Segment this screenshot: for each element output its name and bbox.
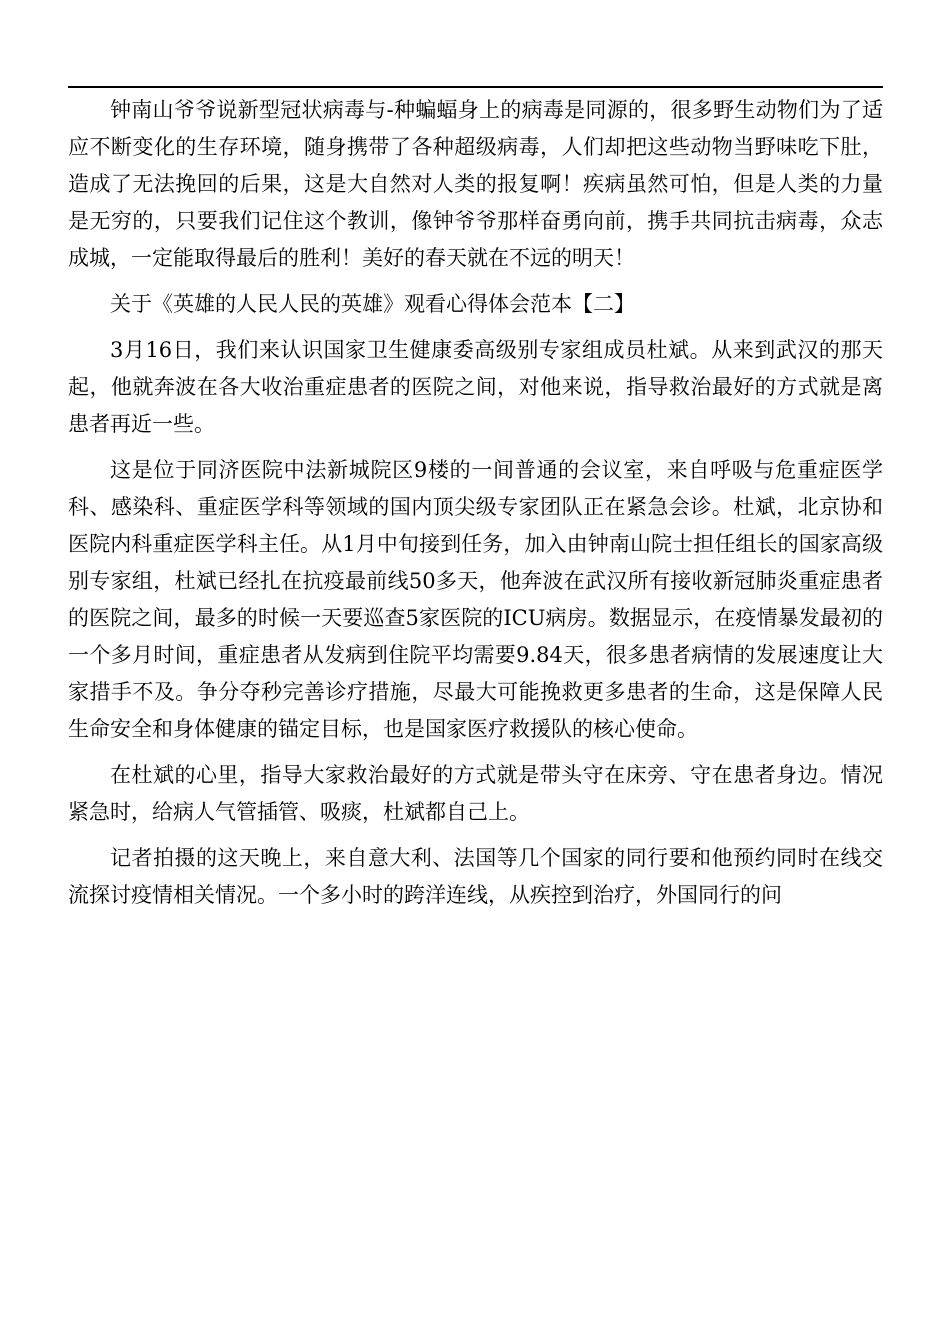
paragraph-5: 记者拍摄的这天晚上，来自意大利、法国等几个国家的同行要和他预约同时在线交流探讨疫情相关情况。一个多小时的跨洋连线，从疾控到治疗，外国同行的问 — [68, 846, 883, 907]
paragraph-2: 3月16日，我们来认识国家卫生健康委高级别专家组成员杜斌。从来到武汉的那天起，他就奔波在各大收治重症患者的医院之间，对他来说，指导救治最好的方式就是离患者再近一些。 — [68, 338, 883, 436]
section-heading: 关于《英雄的人民人民的英雄》观看心得体会范本【二】 — [110, 292, 635, 316]
paragraph-3: 这是位于同济医院中法新城院区9楼的一间普通的会议室，来自呼吸与危重症医学科、感染科、重症医学科等领域的国内顶尖级专家团队正在紧急会诊。杜斌，北京协和医院内科重症医学科主任。从1月中旬接到任务，加入由钟南山院士担任组长的国家高级别专家组，杜斌已经扎在抗疫最前线50多天，他奔波在武汉所有接收新冠肺炎重症患者的医院之间，最多的时候一天要巡查5家医院的ICU病房。数据显示，在疫情暴发最初的一个多月时间，重症患者从发病到住院平均需要9.84天，很多患者病情的发展速度让大家措手不及。争分夺秒完善诊疗措施，尽最大可能挽救更多患者的生命，这是保障人民生命安全和身体健康的锚定目标，也是国家医疗救援队的核心使命。 — [68, 458, 883, 741]
paragraph-4: 在杜斌的心里，指导大家救治最好的方式就是带头守在床旁、守在患者身边。情况紧急时，给病人气管插管、吸痰，杜斌都自己上。 — [68, 763, 883, 824]
document-body — [68, 92, 883, 923]
header-rule — [68, 86, 883, 88]
paragraph-1: 钟南山爷爷说新型冠状病毒与-种蝙蝠身上的病毒是同源的，很多野生动物们为了适应不断变化的生存环境，随身携带了各种超级病毒，人们却把这些动物当野味吃下肚，造成了无法挽回的后果，这是大自然对人类的报复啊！疾病虽然可怕，但是人类的力量是无穷的，只要我们记住这个教训，像钟爷爷那样奋勇向前，携手共同抗击病毒，众志成城，一定能取得最后的胜利！美好的春天就在不远的明天！ — [68, 98, 883, 270]
